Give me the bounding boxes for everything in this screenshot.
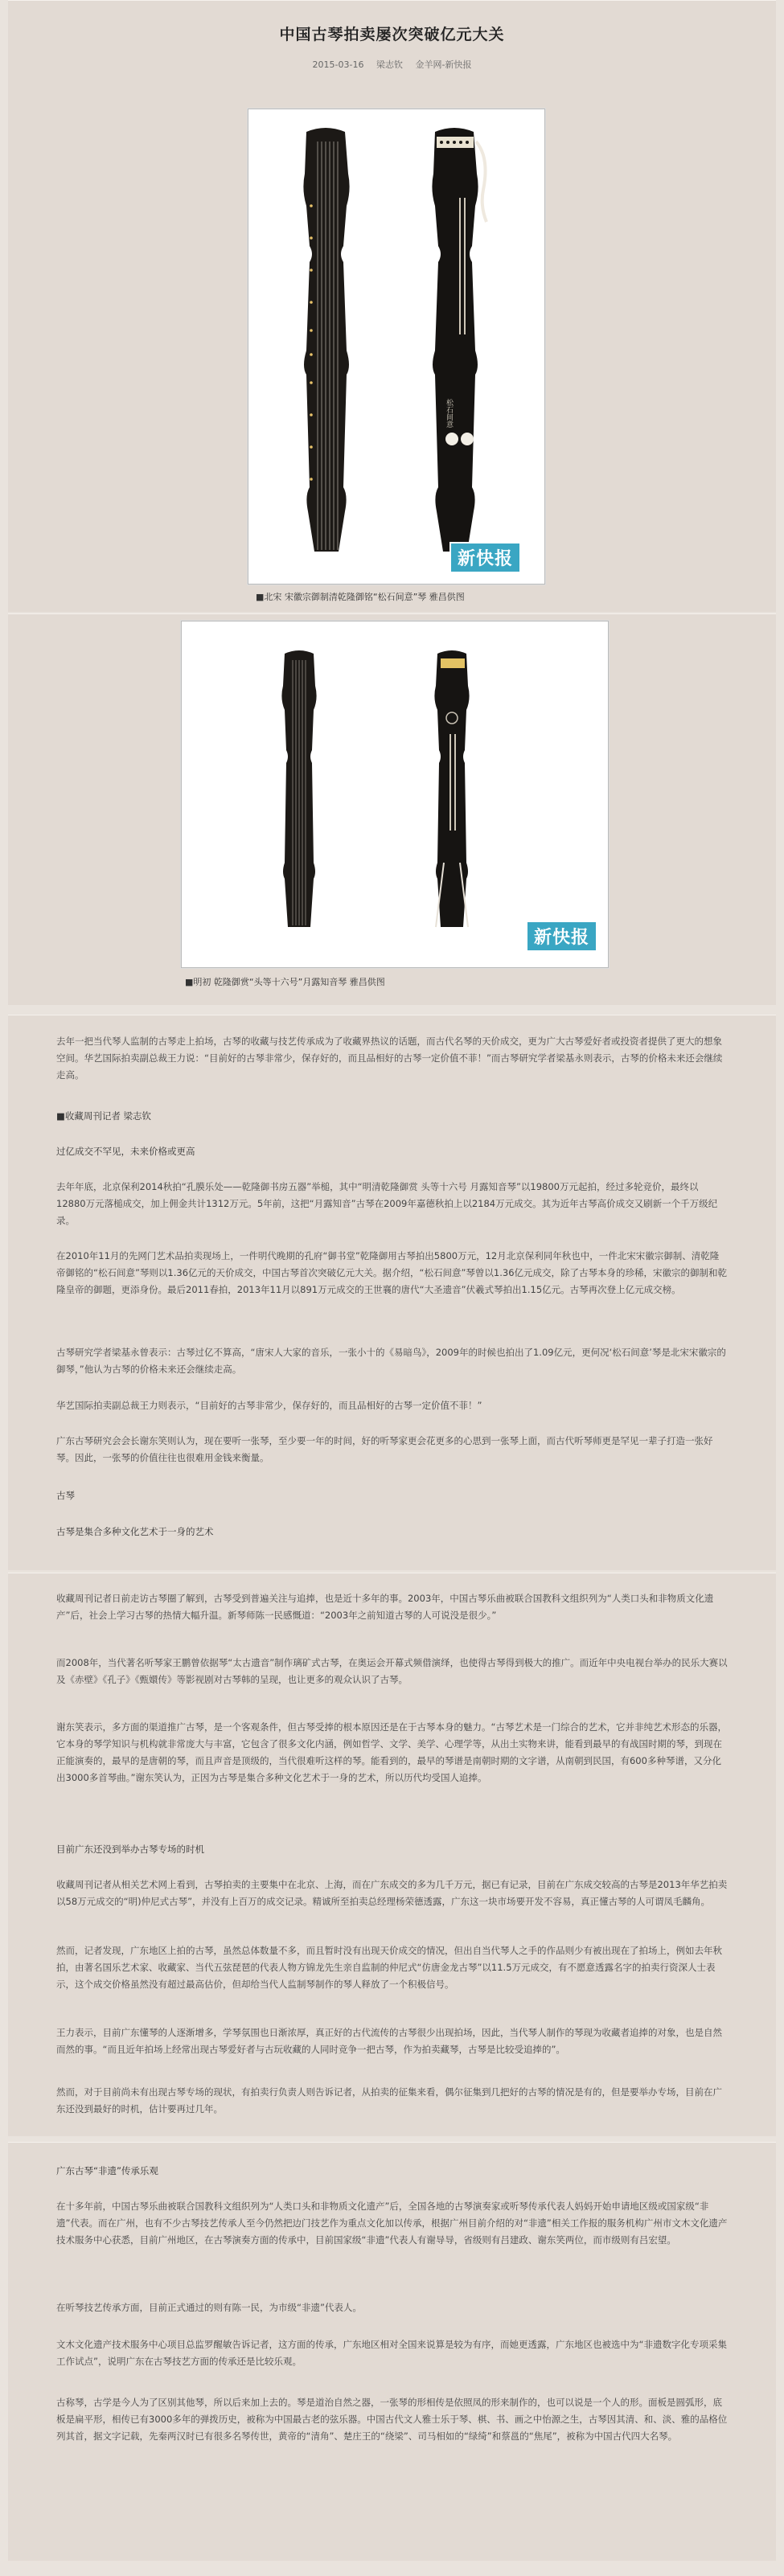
figure-1-caption: ■北宋 宋徽宗御制清乾隆御铭“松石间意”琴 雅昌供图	[256, 592, 465, 602]
section-3-subhead: 广东古琴“非遗”传承乐观	[56, 2165, 158, 2176]
section-2-p6: 王力表示，目前广东懂琴的人逐渐增多，学琴氛围也日渐浓厚，真正好的古代流传的古琴很少出现拍场，因此，当代琴人制作的琴现为收藏者追捧的对象，也是自然而然的事。“而且近年拍场上经常出现古琴爱好者与古玩收藏的人同时竞争一把古琴，作为拍卖藏琴，古琴是比较受追捧的”。	[56, 2027, 722, 2055]
guqin-pair-1-icon	[248, 109, 544, 584]
section-2-p2: 而2008年，当代著名听琴家王鹏曾依据琴“太古遗音”制作璃矿式古琴，在奥运会开幕式频借演绎，也使得古琴得到极大的推广。而近年中央电视台举办的民乐大赛以及《赤壁》《孔子》《甄嬛传》等影视剧对古琴韩的呈现，也让更多的观众认识了古琴。	[56, 1657, 728, 1685]
article-title: 中国古琴拍卖屡次突破亿元大关	[279, 26, 505, 43]
section-2-p7: 然而，对于目前尚未有出现古琴专场的现状，有拍卖行负责人则告诉记者，从拍卖的征集来看，偶尔征集到几把好的古琴的情况是有的，但是要举办专场，目前在广东还没到最好的时机，估计要再过几年。	[56, 2086, 722, 2115]
figure-1-photo	[248, 109, 545, 585]
article-meta	[0, 58, 784, 71]
section-2-p1: 收藏周刊记者日前走访古琴圈了解到，古琴受到普遍关注与追捧，也是近十多年的事。2003年，中国古琴乐曲被联合国教科文组织列为“人类口头和非物质文化遗产”后，社会上学习古琴的热情大幅升温。新琴师陈一民感慨道：“2003年之前知道古琴的人可说没是很少。”	[56, 1593, 714, 1621]
section-1-p1: 去年一把当代琴人监制的古琴走上拍场，古琴的收藏与技艺传承成为了收藏界热议的话题，而古代名琴的天价成交，更为广大古琴爱好者或投资者提供了更大的想象空间。华艺国际拍卖副总裁王力说：“目前好的古琴非常少，保存好的，而且品相好的古琴一定价值不菲！”而古琴研究学者梁基永则表示，古琴的价格未来还会继续走高。	[56, 1036, 723, 1081]
article-date: 2015-03-16	[312, 59, 364, 70]
figure-2-photo	[181, 621, 609, 968]
figure-1-back-inscription: 松石间意	[445, 399, 453, 428]
section-3-p3: 文木文化遗产技术服务中心项目总监罗醒敏告诉记者，这方面的传承，广东地区相对全国来说算是较为有序，而她更透露，广东地区也被选中为“非遗数字化专项采集工作试点”，说明广东在古琴技艺方面的传承还是比较乐观。	[56, 2339, 727, 2367]
section-1-p2: 去年年底，北京保利2014秋拍“孔膜乐处——乾隆御书房五器”举槌，其中“明清乾隆御赏 头等十六号 月露知音琴”以19800万元起拍，经过多轮竞价，最终以12880万元落槌成交，加上佣金共计1312万元。5年前，这把“月露知音”古琴在2009年嘉德秋拍上以2184万元成交。其为近年古琴高价成交又刷新一个千万级纪录。	[56, 1181, 718, 1226]
figure-1-watermark: 新快报	[449, 542, 521, 573]
article-author: 梁志钦	[376, 59, 403, 70]
section-3-p1: 在十多年前，中国古琴乐曲被联合国教科文组织列为“人类口头和非物质文化遗产”后，全国各地的古琴演奏家或听琴传承代表人妈妈开始申请地区级或国家级“非遗”代表。而在广州，也有不少古琴技艺传承人至今仍然把边门技艺作为重点文化加以传承，根据广州目前介绍的对“非遗”相关工作报的服务机构广州市文木文化遗产技术服务中心获悉，目前广州地区，在古琴演奏方面的传承中，目前国家级“非遗”代表人有谢导导，省级则有吕建政、谢东笑两位，而市级则有吕宏望。	[56, 2201, 728, 2246]
section-1-p4: 古琴研究学者梁基永曾表示：古琴过亿不算高，“唐宋人大家的音乐，一张小十的《易暗鸟》，2009年的时候也拍出了1.09亿元，更何况‘松石间意’琴是北宋宋徽宗的御琴，”他认为古琴的价格未来还会继续走高。	[56, 1347, 726, 1375]
section-1-subhead: 过亿成交不罕见，未来价格或更高	[56, 1146, 195, 1157]
guqin-pair-2-icon	[182, 621, 608, 967]
section-1-p5: 华艺国际拍卖副总裁王力则表示，“目前好的古琴非常少，保存好的，而且品相好的古琴一定价值不菲！”	[56, 1400, 482, 1411]
section-1-byline: ■收藏周刊记者 梁志钦	[56, 1110, 152, 1122]
section-2-subhead: 目前广东还没到举办古琴专场的时机	[56, 1844, 204, 1855]
section-3-p4: 古称琴，古学是今人为了区别其他琴，所以后来加上去的。琴是道治自然之器，一张琴的形相传是依照凤的形来制作的，也可以说是一个人的形。面板是圆弧形，底板是扁平形，相传已有3000多年的弹拨历史，被称为中国最古老的弦乐器。中国古代文人雅士乐于琴、棋、书、画之中怡源之生，古琴因其清、和、淡、雅的品格位列其首，据文字记载，先秦两汉时已有很多名琴传世，黄帝的“清角”、楚庄王的“绕梁”、司马相如的“绿绮”和蔡邕的“焦尾”，被称为中国古代四大名琴。	[56, 2397, 728, 2442]
article-source: 金羊网-新快报	[415, 59, 472, 70]
section-1-p6: 广东古琴研究会会长谢东笑则认为，现在要听一张琴，至少要一年的时间，好的听琴家更会花更多的心思到一张琴上面，而古代听琴师更是罕见一辈子打造一张好琴。因此，一张琴的价值往往也很难用金钱来衡量。	[56, 1435, 713, 1463]
section-1-p3: 在2010年11月的先网门艺术品拍卖现场上，一件明代晚期的孔府“御书堂”乾隆御用古琴拍出5800万元，12月北京保利同年秋也中，一件北宋宋徽宗御制、清乾隆帝御铭的“松石间意”琴则以1.36亿元的天价成交，中国古琴首次突破亿元大关。据介绍，“松石间意”琴曾以1.36亿元成交，除了古琴本身的珍稀，宋徽宗的御制和乾隆皇帝的御题，更添身份。最后2011春拍，2013年11月以891万元成交的王世襄的唐代“大圣遗音”伏羲式琴拍出1.15亿元。古琴再次登上亿元成交榜。	[56, 1250, 728, 1295]
figure-2-watermark: 新快报	[526, 921, 597, 952]
section-1-subhead-2: 古琴是集合多种文化艺术于一身的艺术	[56, 1526, 214, 1537]
section-3-p2: 在听琴技艺传承方面，目前正式通过的则有陈一民，为市级“非遗”代表人。	[56, 2302, 362, 2313]
section-2-p4: 收藏周刊记者从相关艺术网上看到，古琴拍卖的主要集中在北京、上海，而在广东成交的多为几千万元，据已有记录，目前在广东成交较高的古琴是2013年华艺拍卖以58万元成交的“明)仲尼式古琴”，并没有上百万的成交记录。精诚所至拍卖总经理杨荣德透露，广东这一块市场要开发不容易，真正懂古琴的人可谓凤毛麟角。	[56, 1879, 728, 1907]
figure-2-caption: ■明初 乾隆御赏“头等十六号”月露知音琴 雅昌供图	[185, 977, 385, 987]
section-2-p3: 谢东笑表示，多方面的渠道推广古琴，是一个客观条件，但古琴受捧的根本原因还是在于古琴本身的魅力。“古琴艺术是一门综合的艺术，它并非纯艺术形态的乐器，它本身的琴学知识与机构就非常庞大与丰富，它包含了很多文化内涵，例如哲学、文学、美学、心理学等，从出土实物来讲，能看到最早的有战国时期的琴，到现在正能演奏的，最早的是唐朝的琴，而且声音是顶级的，当代很难听这样的琴。能看到的，最早的琴谱是南朝时期的文字谱，从南朝到民国，有600多种琴谱，又分化出3000多首琴曲。”谢东笑认为，正因为古琴是集合多种文化艺术于一身的艺术，所以历代均受国人追捧。	[56, 1721, 727, 1783]
section-2-p5: 然而，记者发现，广东地区上拍的古琴，虽然总体数量不多，而且暂时没有出现天价成交的情况，但出自当代琴人之手的作品则少有被出现在了拍场上，例如去年秋拍，由著名国乐艺术家、收藏家、当代五弦琵琶的代表人物方锦龙先生亲自监制的仲尼式“仿唐金龙古琴”以11.5万元成交，有不愿意透露名字的拍卖行资深人士表示，这个成交价格虽然没有超过最高估价，但却给当代人监制琴制作的琴人释放了一个积极信号。	[56, 1945, 722, 1990]
section-1-label: 古琴	[56, 1490, 75, 1501]
